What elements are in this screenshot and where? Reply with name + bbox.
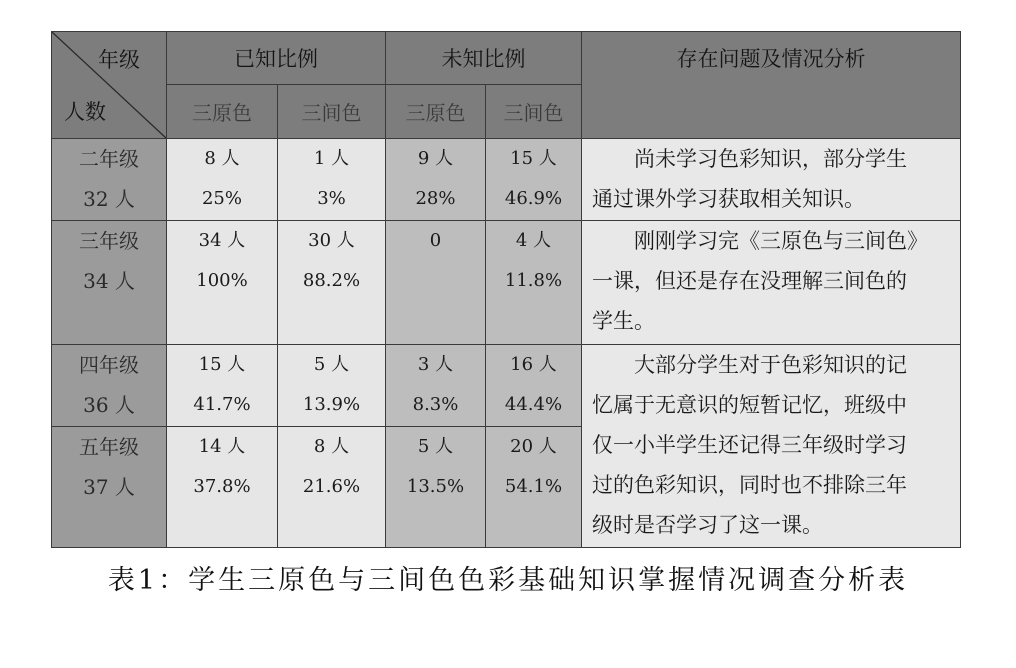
people-count: 34 人 xyxy=(198,230,246,251)
table-row-grade3 xyxy=(52,221,961,345)
grade-name: 四年级 xyxy=(79,353,139,377)
unknown-ratio-header: 未知比例 xyxy=(386,32,582,85)
analysis-line: 学生。 xyxy=(592,309,655,333)
percentage: 13.9% xyxy=(302,394,361,415)
percentage: 88.2% xyxy=(302,270,361,291)
table-row-grade4 xyxy=(52,345,961,427)
unknown-secondary-cell xyxy=(486,221,582,345)
known-secondary-cell xyxy=(278,427,386,548)
percentage: 46.9% xyxy=(504,188,563,209)
analysis-line: 过的色彩知识，同时也不排除三年 xyxy=(592,473,907,497)
analysis-line: 一课，但还是存在没理解三间色的 xyxy=(592,269,907,293)
people-count: 8 人 xyxy=(204,148,240,169)
corner-count-label: 人数 xyxy=(64,100,106,124)
percentage: 8.3% xyxy=(412,394,459,415)
grade-name: 二年级 xyxy=(79,147,139,171)
analysis-line: 大部分学生对于色彩知识的记 xyxy=(634,353,907,377)
analysis-header: 存在问题及情况分析 xyxy=(582,32,961,139)
grade-cell xyxy=(52,221,167,345)
analysis-line: 通过课外学习获取相关知识。 xyxy=(592,187,865,211)
percentage: 37.8% xyxy=(193,476,251,497)
known-primary-cell xyxy=(167,139,278,221)
analysis-line: 刚刚学习完《三原色与三间色》 xyxy=(634,229,928,253)
people-count: 5 人 xyxy=(417,436,454,457)
survey-table xyxy=(51,31,961,548)
sub-header-unknown-secondary: 三间色 xyxy=(486,85,582,139)
people-count: 16 人 xyxy=(510,354,557,375)
known-ratio-header: 已知比例 xyxy=(167,32,386,85)
percentage: 41.7% xyxy=(193,394,251,415)
unknown-primary-cell xyxy=(386,427,486,548)
people-count: 1 人 xyxy=(313,148,350,169)
known-secondary-cell xyxy=(278,221,386,345)
unknown-primary-cell xyxy=(386,345,486,427)
known-primary-cell xyxy=(167,345,278,427)
analysis-line: 级时是否学习了这一课。 xyxy=(592,513,823,537)
table-caption: 表1：学生三原色与三间色色彩基础知识掌握情况调查分析表 xyxy=(107,565,909,596)
people-count: 4 人 xyxy=(515,230,552,251)
analysis-cell-grade4-5 xyxy=(582,345,961,548)
sub-header-known-secondary: 三间色 xyxy=(278,85,386,139)
table-row-grade2 xyxy=(52,139,961,221)
grade-cell xyxy=(52,345,167,427)
header-row-1 xyxy=(52,32,961,85)
known-primary-cell xyxy=(167,427,278,548)
people-count: 15 人 xyxy=(198,354,246,375)
percentage: 100% xyxy=(196,270,248,291)
analysis-cell-grade2 xyxy=(582,139,961,221)
analysis-line: 仅一小半学生还记得三年级时学习 xyxy=(592,433,907,457)
people-count: 0 xyxy=(429,230,442,251)
grade-cell xyxy=(52,139,167,221)
people-count: 3 人 xyxy=(417,354,454,375)
corner-header-cell xyxy=(52,32,167,139)
grade-name: 三年级 xyxy=(79,229,139,253)
people-count: 14 人 xyxy=(198,436,246,457)
percentage: 13.5% xyxy=(406,476,465,497)
student-count: 36 人 xyxy=(83,393,135,417)
people-count: 8 人 xyxy=(313,436,350,457)
known-primary-cell xyxy=(167,221,278,345)
unknown-secondary-cell xyxy=(486,427,582,548)
analysis-line: 尚未学习色彩知识，部分学生 xyxy=(634,147,907,171)
grade-name: 五年级 xyxy=(79,435,139,459)
percentage: 54.1% xyxy=(504,476,563,497)
sub-header-known-primary: 三原色 xyxy=(167,85,278,139)
known-secondary-cell xyxy=(278,345,386,427)
analysis-line: 忆属于无意识的短暂记忆，班级中 xyxy=(592,393,907,417)
known-secondary-cell xyxy=(278,139,386,221)
percentage: 44.4% xyxy=(504,394,563,415)
student-count: 34 人 xyxy=(83,269,135,293)
unknown-primary-cell xyxy=(386,221,486,345)
percentage: 25% xyxy=(201,188,242,209)
sub-header-unknown-primary: 三原色 xyxy=(386,85,486,139)
people-count: 15 人 xyxy=(510,148,557,169)
student-count: 32 人 xyxy=(83,187,135,211)
percentage: 28% xyxy=(415,188,456,209)
percentage: 3% xyxy=(317,188,346,209)
unknown-secondary-cell xyxy=(486,139,582,221)
people-count: 20 人 xyxy=(510,436,557,457)
grade-cell xyxy=(52,427,167,548)
people-count: 9 人 xyxy=(417,148,454,169)
unknown-secondary-cell xyxy=(486,345,582,427)
people-count: 5 人 xyxy=(313,354,350,375)
analysis-cell-grade3 xyxy=(582,221,961,345)
people-count: 30 人 xyxy=(308,230,355,251)
corner-grade-label: 年级 xyxy=(98,48,140,72)
percentage: 21.6% xyxy=(302,476,361,497)
unknown-primary-cell xyxy=(386,139,486,221)
percentage: 11.8% xyxy=(504,270,563,291)
student-count: 37 人 xyxy=(83,475,135,499)
